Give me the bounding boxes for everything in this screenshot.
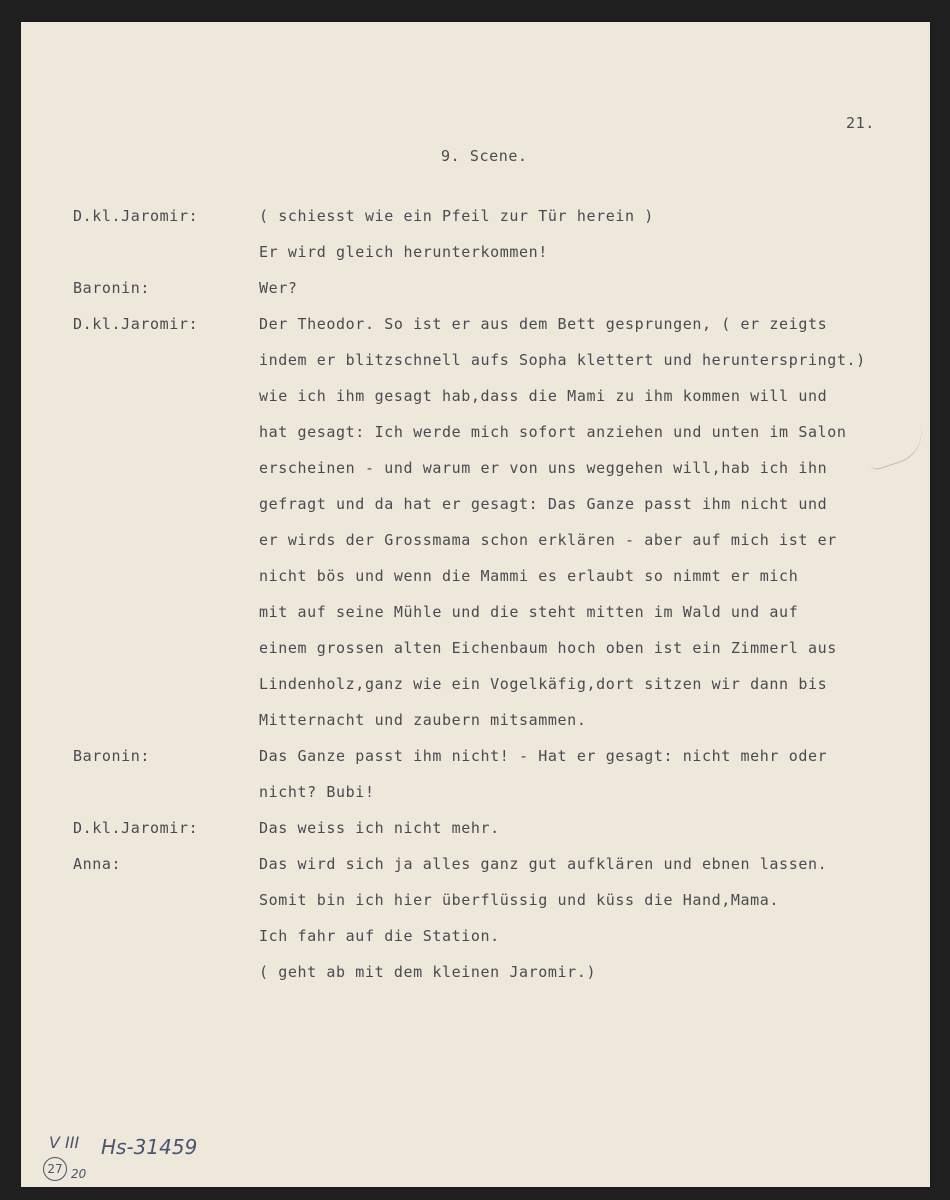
dialogue-line: er wirds der Grossmama schon erklären - aber auf mich ist er xyxy=(259,531,837,549)
dialogue-line: Er wird gleich herunterkommen! xyxy=(259,243,548,261)
call-number: Hs-31459 xyxy=(101,1135,198,1159)
speaker-name: D.kl.Jaromir: xyxy=(73,315,199,333)
dialogue-line: Der Theodor. So ist er aus dem Bett gesprungen, ( er zeigts xyxy=(259,315,828,333)
dialogue-line: nicht bös und wenn die Mammi es erlaubt so nimmt er mich xyxy=(259,567,799,585)
speaker-name: Anna: xyxy=(73,855,122,873)
dialogue-line: Mitternacht und zaubern mitsammen. xyxy=(259,711,587,729)
pencil-correction-mark xyxy=(863,423,930,471)
folio-number: 27 xyxy=(43,1157,67,1181)
dialogue-line: Lindenholz,ganz wie ein Vogelkäfig,dort sitzen wir dann bis xyxy=(259,675,828,693)
dialogue-line: Das weiss ich nicht mehr. xyxy=(259,819,500,837)
folio-subnumber: 20 xyxy=(71,1167,87,1181)
page-number: 21. xyxy=(846,114,875,132)
dialogue-line: Das wird sich ja alles ganz gut aufklären und ebnen lassen. xyxy=(259,855,828,873)
scene-heading: 9. Scene. xyxy=(441,147,528,165)
document-page xyxy=(21,22,930,1187)
speaker-name: D.kl.Jaromir: xyxy=(73,207,199,225)
volume-mark: V III xyxy=(49,1133,80,1152)
dialogue-line: wie ich ihm gesagt hab,dass die Mami zu ihm kommen will und xyxy=(259,387,828,405)
speaker-name: Baronin: xyxy=(73,279,151,297)
dialogue-line: mit auf seine Mühle und die steht mitten im Wald und auf xyxy=(259,603,799,621)
speaker-name: D.kl.Jaromir: xyxy=(73,819,199,837)
dialogue-line: Wer? xyxy=(259,279,298,297)
dialogue-line: gefragt und da hat er gesagt: Das Ganze passt ihm nicht und xyxy=(259,495,828,513)
dialogue-line: Das Ganze passt ihm nicht! - Hat er gesagt: nicht mehr oder xyxy=(259,747,828,765)
dialogue-line: Somit bin ich hier überflüssig und küss die Hand,Mama. xyxy=(259,891,780,909)
dialogue-line: Ich fahr auf die Station. xyxy=(259,927,500,945)
dialogue-line: hat gesagt: Ich werde mich sofort anziehen und unten im Salon xyxy=(259,423,847,441)
dialogue-line: indem er blitzschnell aufs Sopha klettert und herunterspringt.) xyxy=(259,351,866,369)
dialogue-line: einem grossen alten Eichenbaum hoch oben ist ein Zimmerl aus xyxy=(259,639,837,657)
dialogue-line: ( schiesst wie ein Pfeil zur Tür herein ) xyxy=(259,207,654,225)
dialogue-line: erscheinen - und warum er von uns weggehen will,hab ich ihn xyxy=(259,459,828,477)
dialogue-line: ( geht ab mit dem kleinen Jaromir.) xyxy=(259,963,597,981)
dialogue-line: nicht? Bubi! xyxy=(259,783,375,801)
speaker-name: Baronin: xyxy=(73,747,151,765)
